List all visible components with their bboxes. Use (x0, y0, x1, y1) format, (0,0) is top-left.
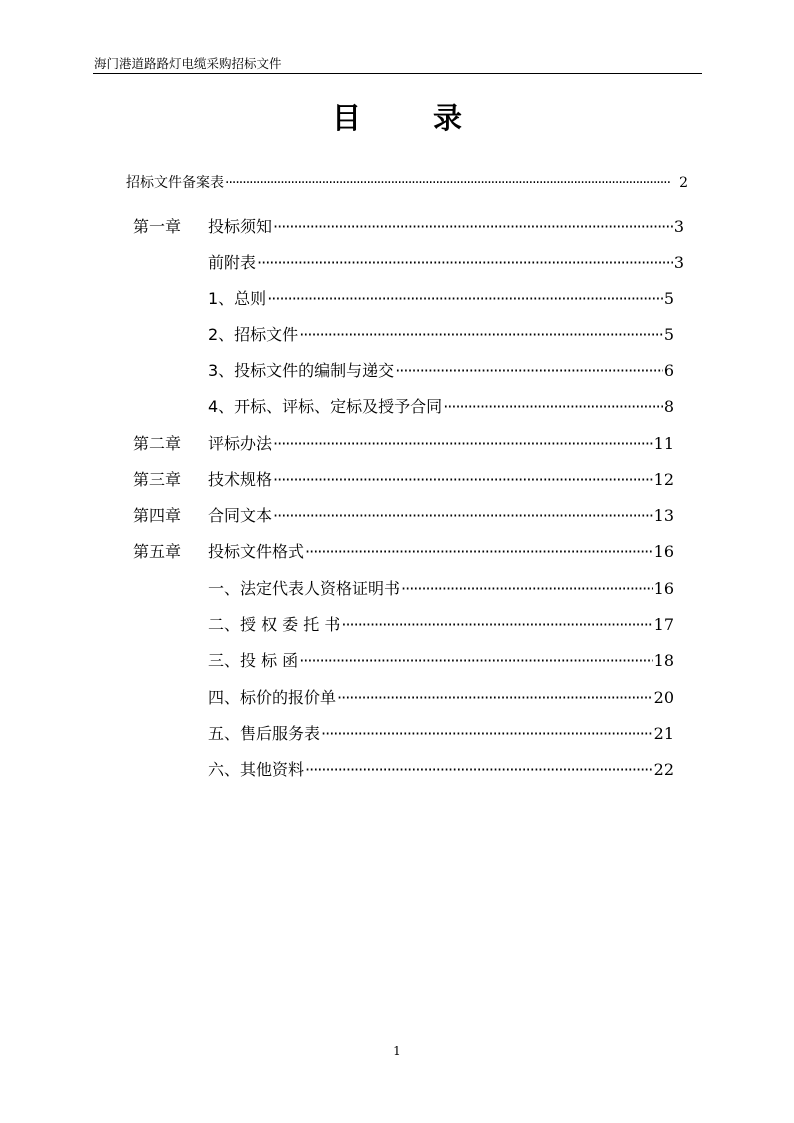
toc-entry-label: 六、其他资料 (208, 760, 305, 779)
toc-leader-dots (257, 251, 673, 275)
toc-entry-label: 4、开标、评标、定标及授予合同 (208, 397, 443, 416)
toc-leader-dots (321, 722, 653, 746)
chapter-label: 第五章 (133, 542, 182, 561)
toc-leader-dots (443, 395, 663, 419)
toc-entry-page: 22 (653, 760, 674, 779)
toc-entry-page: 16 (653, 579, 674, 598)
toc-entry-page: 12 (653, 470, 674, 489)
toc-entry-label: 1、总则 (208, 289, 267, 308)
toc-entry[interactable] (208, 251, 684, 275)
toc-entry[interactable] (208, 215, 684, 239)
toc-entry-label: 2、招标文件 (208, 325, 299, 344)
chapter-label: 第二章 (133, 434, 182, 453)
toc-entry-label: 一、法定代表人资格证明书 (208, 579, 401, 598)
toc-leader-dots (337, 686, 653, 710)
chapter-label: 第四章 (133, 506, 182, 525)
toc-entry[interactable] (208, 287, 674, 311)
toc-entry[interactable] (208, 395, 674, 419)
toc-entry-label: 五、售后服务表 (208, 724, 321, 743)
toc-leader-dots (225, 171, 670, 195)
toc-entry-page: 18 (653, 651, 674, 670)
title-right-char: 录 (433, 101, 463, 135)
toc-leader-dots (305, 758, 653, 782)
toc-leader-dots (305, 540, 653, 564)
toc-leader-dots (273, 432, 653, 456)
toc-leader-dots (299, 649, 652, 673)
toc-entry[interactable] (208, 649, 674, 673)
toc-entry-label: 合同文本 (208, 506, 273, 525)
toc-leader-dots (273, 468, 653, 492)
toc-entry-label: 投标文件格式 (208, 542, 305, 561)
toc-entry-page: 2 (679, 175, 688, 191)
toc-entry-page: 17 (653, 615, 674, 634)
toc-leader-dots (299, 323, 663, 347)
toc-entry-label: 技术规格 (208, 470, 273, 489)
toc-entry-page: 11 (653, 434, 674, 453)
toc-entry[interactable] (208, 432, 674, 456)
toc-leader-dots (395, 359, 663, 383)
toc-entry-page: 20 (653, 688, 674, 707)
toc-entry[interactable] (208, 323, 674, 347)
chapter-label: 第三章 (133, 470, 182, 489)
toc-entry-page: 8 (663, 397, 674, 416)
toc-leader-dots (401, 577, 653, 601)
toc-entry-page: 3 (673, 217, 684, 236)
toc-entry[interactable] (208, 359, 674, 383)
toc-entry-page: 5 (663, 289, 674, 308)
toc-entry[interactable] (208, 540, 674, 564)
toc-entry-page: 6 (663, 361, 674, 380)
toc-leader-dots (273, 215, 673, 239)
toc-entry-label: 评标办法 (208, 434, 273, 453)
toc-entry-label: 三、投 标 函 (208, 651, 299, 670)
toc-entry[interactable] (208, 504, 674, 528)
toc-entry[interactable] (208, 613, 674, 637)
toc-leader-dots (273, 504, 653, 528)
toc-entry-page: 13 (653, 506, 674, 525)
toc-entry-page: 21 (653, 724, 674, 743)
toc-entry-label: 四、标价的报价单 (208, 688, 337, 707)
toc-leader-dots (267, 287, 663, 311)
toc-entry-label: 招标文件备案表 (126, 175, 224, 191)
toc-entry[interactable] (208, 758, 674, 782)
toc-entry-label: 3、投标文件的编制与递交 (208, 361, 395, 380)
toc-entry-label: 投标须知 (208, 217, 273, 236)
toc-entry[interactable] (208, 577, 674, 601)
toc-entry-page: 3 (673, 253, 684, 272)
running-header: 海门港道路路灯电缆采购招标文件 (94, 56, 282, 71)
toc-entry-label: 前附表 (208, 253, 257, 272)
toc-entry[interactable] (208, 686, 674, 710)
title-left-char: 目 (331, 101, 361, 135)
toc-entry-page: 5 (663, 325, 674, 344)
toc-entry[interactable] (208, 468, 674, 492)
toc-entry-label: 二、授 权 委 托 书 (208, 615, 341, 634)
toc-entry-page: 16 (653, 542, 674, 561)
chapter-label: 第一章 (133, 217, 182, 236)
toc-entry[interactable] (208, 722, 674, 746)
toc-entry-filing[interactable] (126, 171, 688, 195)
toc-leader-dots (341, 613, 652, 637)
page-number: 1 (393, 1044, 401, 1058)
